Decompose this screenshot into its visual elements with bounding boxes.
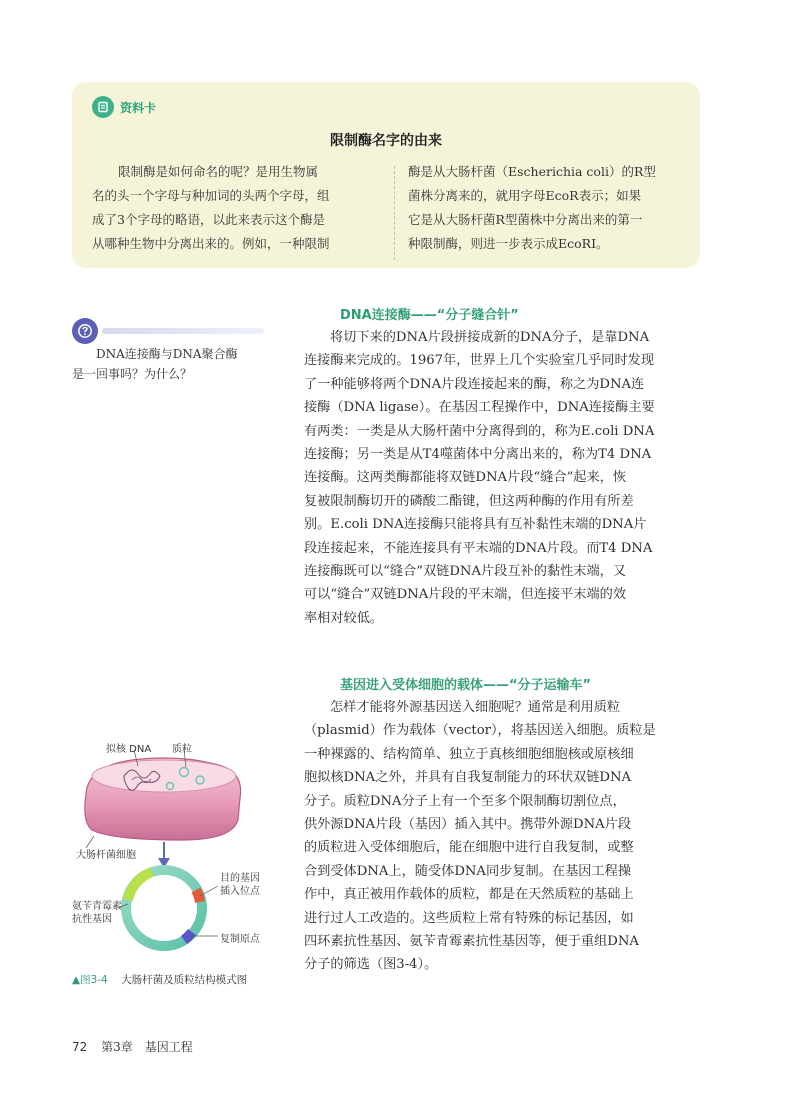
figure-ecoli-plasmid: [72, 736, 292, 966]
body-line: 段连接起来，不能连接具有平末端的DNA片段。而T4 DNA: [304, 540, 653, 556]
info-card-line: 成了3个字母的略语，以此来表示这个酶是: [92, 212, 325, 227]
body-line: 分子的筛选（图3-4）。: [304, 957, 438, 973]
body-line: 复被限制酶切开的磷酸二酯键，但这两种酶的作用有所差: [304, 493, 634, 509]
label-plasmid: 质粒: [172, 744, 192, 755]
info-card-left-column: [92, 160, 378, 256]
body-line: 合到受体DNA上，随受体DNA同步复制。在基因工程操: [304, 863, 632, 879]
body-line: 分子。质粒DNA分子上有一个至多个限制酶切割位点，: [304, 793, 626, 809]
ecoli-cell: [85, 758, 241, 840]
page-number: 72: [72, 1040, 88, 1054]
body-line: 连接酶既可以“缝合”双链DNA片段互补的黏性末端，又: [304, 564, 627, 580]
info-card-line: 它是从大肠杆菌R型菌株中分离出来的第一: [408, 212, 643, 227]
body-line: 的质粒进入受体细胞后，能在细胞中进行自我复制，或整: [304, 840, 634, 856]
label-nucleoid: 拟核 DNA: [106, 744, 152, 755]
body-line: 别。E.coli DNA连接酶只能将具有互补黏性末端的DNA片: [304, 517, 647, 533]
figure-caption-text: 大肠杆菌及质粒结构模式图: [121, 974, 248, 986]
info-card-line: 名的头一个字母与种加词的头两个字母，组: [92, 188, 330, 203]
body-line: 一种裸露的、结构简单、独立于真核细胞细胞核或原核细: [304, 746, 634, 762]
info-card-line: 菌株分离来的，就用字母EcoR表示；如果: [408, 188, 642, 203]
body-line: 了一种能够将两个DNA片段连接起来的酶，称之为DNA连: [304, 376, 645, 392]
info-card: [72, 82, 700, 268]
body-line: 进行过人工改造的。这些质粒上常有特殊的标记基因，如: [304, 910, 634, 926]
figure-caption: [72, 972, 247, 987]
body-line: 连接酶；另一类是从T4噬菌体中分离出来的，称为T4 DNA: [304, 447, 652, 463]
question-bar: [102, 328, 264, 334]
body-line: 率相对较低。: [304, 610, 384, 626]
section1-body: [304, 326, 700, 630]
label-origin: 复制原点: [220, 934, 260, 945]
question-line: 是一回事吗？为什么？: [72, 367, 193, 381]
body-line: （plasmid）作为载体（vector），将基因送入细胞。质粒是: [304, 723, 656, 739]
info-card-tag: 资料卡: [120, 100, 157, 115]
info-card-title: 限制酶名字的由来: [330, 133, 442, 149]
figure-number: ▲图3-4: [72, 974, 108, 986]
body-line: 怎样才能将外源基因送入细胞呢？通常是利用质粒: [330, 700, 621, 715]
body-line: 胞拟核DNA之外，并具有自我复制能力的环状双链DNA: [304, 770, 632, 786]
label-resistance-gene: 氨苄青霉素 抗性基因: [72, 901, 122, 925]
body-line: 供外源DNA片段（基因）插入其中。携带外源DNA片段: [304, 817, 632, 833]
section-title-dna-ligase: DNA连接酶——“分子缝合针”: [340, 308, 519, 323]
section2-body: [304, 696, 700, 977]
body-line: 连接酶来完成的。1967年，世界上几个实验室几乎同时发现: [304, 353, 655, 369]
info-card-line: 酶是从大肠杆菌（Escherichia coli）的R型: [408, 164, 656, 179]
page-footer: [72, 1038, 193, 1055]
label-insertion-site: 目的基因 插入位点: [220, 873, 260, 897]
column-divider: [394, 166, 395, 260]
plasmid-ring: [126, 870, 202, 946]
info-card-right-column: [408, 160, 694, 256]
body-line: 有两类：一类是从大肠杆菌中分离得到的，称为E.coli DNA: [304, 423, 655, 439]
info-card-header: [92, 96, 156, 118]
info-card-line: 从哪种生物中分离出来的。例如，一种限制: [92, 236, 330, 251]
body-line: 可以“缝合”双链DNA片段的平末端，但连接平末端的效: [304, 587, 627, 603]
body-line: 作中，真正被用作载体的质粒，都是在天然质粒的基础上: [304, 887, 634, 903]
body-line: 四环素抗性基因、氨苄青霉素抗性基因等，便于重组DNA: [304, 934, 639, 950]
body-line: 连接酶。这两类酶都能将双链DNA片段“缝合”起来，恢: [304, 470, 627, 486]
label-ecoli-cell: 大肠杆菌细胞: [76, 850, 136, 861]
body-line: 将切下来的DNA片段拼接成新的DNA分子，是靠DNA: [330, 330, 650, 345]
sidebar-question: [72, 344, 268, 384]
body-line: 接酶（DNA ligase）。在基因工程操作中，DNA连接酶主要: [304, 400, 655, 416]
question-line: DNA连接酶与DNA聚合酶: [96, 347, 238, 361]
question-icon: [72, 318, 98, 344]
document-icon: [92, 96, 114, 118]
info-card-line: 限制酶是如何命名的呢？是用生物属: [118, 164, 319, 179]
info-card-line: 种限制酶，则进一步表示成EcoRⅠ。: [408, 236, 609, 251]
section-title-vector: 基因进入受体细胞的载体——“分子运输车”: [340, 678, 592, 693]
chapter-title: 第3章 基因工程: [101, 1040, 193, 1054]
